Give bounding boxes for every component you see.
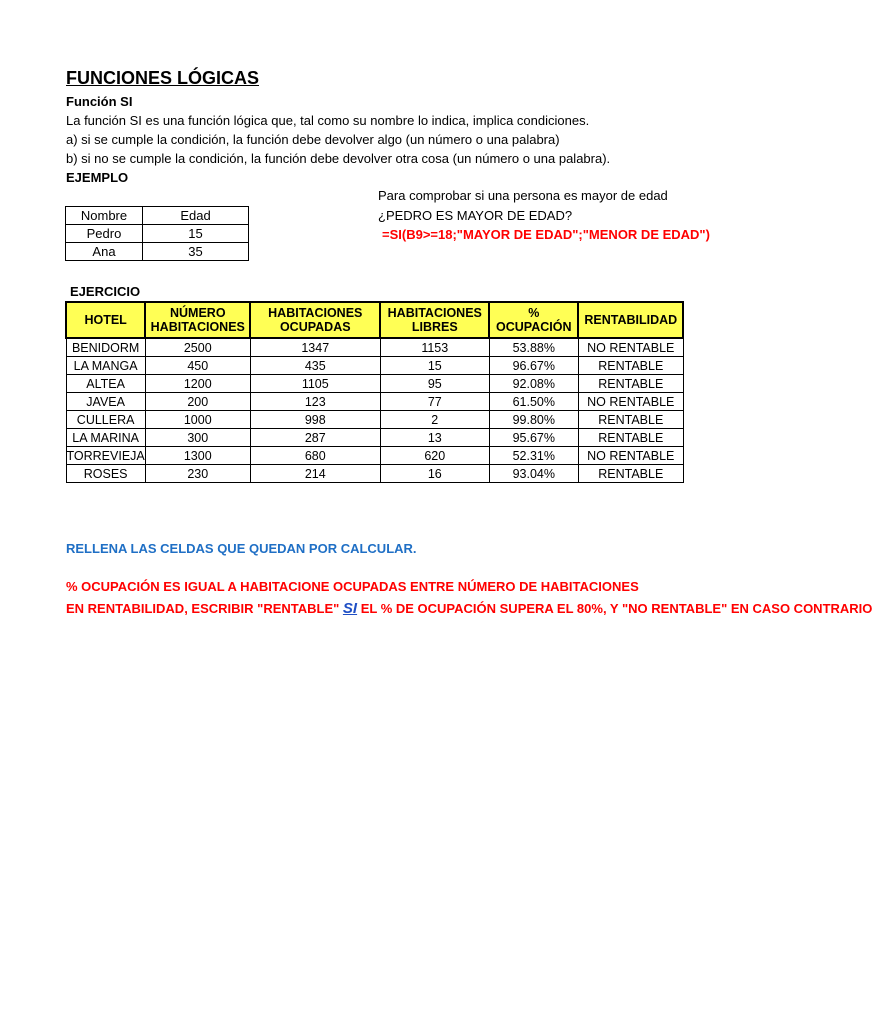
table-cell[interactable]: 35 xyxy=(143,243,249,261)
rentabilidad-cell[interactable]: NO RENTABLE xyxy=(578,393,683,411)
libres-cell[interactable]: 2 xyxy=(380,411,489,429)
si-link[interactable]: SI xyxy=(342,600,358,617)
rent-post-text: EL % DE OCUPACIÓN SUPERA EL 80%, Y "NO RENTABLE" EN CASO CONTRARIO xyxy=(357,601,872,616)
hotel-cell[interactable]: LA MANGA xyxy=(66,357,145,375)
column-header-ocupacion[interactable]: % OCUPACIÓN xyxy=(489,302,578,338)
rentabilidad-cell[interactable]: RENTABLE xyxy=(578,465,683,483)
point-b-text: b) si no se cumple la condición, la función debe devolver otra cosa (un número o una palabra). xyxy=(66,151,611,166)
numero-cell[interactable]: 200 xyxy=(145,393,250,411)
table-row xyxy=(66,243,249,261)
numero-cell[interactable]: 1000 xyxy=(145,411,250,429)
column-header-numero[interactable]: NÚMERO HABITACIONES xyxy=(145,302,250,338)
ocupacion-cell[interactable]: 52.31% xyxy=(489,447,578,465)
table-row xyxy=(66,429,683,447)
ocupacion-cell[interactable]: 53.88% xyxy=(489,338,578,357)
table-row xyxy=(66,411,683,429)
rentabilidad-instruction xyxy=(66,600,872,617)
ocupadas-cell[interactable]: 123 xyxy=(250,393,380,411)
formula-text: =SI(B9>=18;"MAYOR DE EDAD";"MENOR DE EDAD") xyxy=(382,227,710,242)
table-row xyxy=(66,447,683,465)
hotel-cell[interactable]: BENIDORM xyxy=(66,338,145,357)
ocupadas-cell[interactable]: 214 xyxy=(250,465,380,483)
ocupacion-cell[interactable]: 61.50% xyxy=(489,393,578,411)
ocupadas-cell[interactable]: 680 xyxy=(250,447,380,465)
ocupacion-cell[interactable]: 93.04% xyxy=(489,465,578,483)
numero-cell[interactable]: 1200 xyxy=(145,375,250,393)
table-header-row xyxy=(66,302,683,338)
table-cell[interactable]: 15 xyxy=(143,225,249,243)
libres-cell[interactable]: 95 xyxy=(380,375,489,393)
rentabilidad-cell[interactable]: RENTABLE xyxy=(578,411,683,429)
table-cell[interactable]: Ana xyxy=(66,243,143,261)
ocupacion-cell[interactable]: 99.80% xyxy=(489,411,578,429)
table-row xyxy=(66,393,683,411)
libres-cell[interactable]: 620 xyxy=(380,447,489,465)
page-title: FUNCIONES LÓGICAS xyxy=(66,68,260,88)
hotel-cell[interactable]: ROSES xyxy=(66,465,145,483)
hotel-cell[interactable]: CULLERA xyxy=(66,411,145,429)
column-header-libres[interactable]: HABITACIONES LIBRES xyxy=(380,302,489,338)
question-text: ¿PEDRO ES MAYOR DE EDAD? xyxy=(378,208,573,223)
ocupadas-cell[interactable]: 287 xyxy=(250,429,380,447)
hotel-cell[interactable]: ALTEA xyxy=(66,375,145,393)
table-row xyxy=(66,207,249,225)
numero-cell[interactable]: 1300 xyxy=(145,447,250,465)
rentabilidad-cell[interactable]: RENTABLE xyxy=(578,429,683,447)
hotel-cell[interactable]: TORREVIEJA xyxy=(66,448,145,463)
table-row xyxy=(66,338,683,357)
table-cell[interactable]: Edad xyxy=(143,207,249,225)
check-text: Para comprobar si una persona es mayor de edad xyxy=(378,188,668,203)
exercise-table xyxy=(65,301,684,483)
table-row xyxy=(66,375,683,393)
column-header-ocupadas[interactable]: HABITACIONES OCUPADAS xyxy=(250,302,380,338)
ocupadas-cell[interactable]: 1347 xyxy=(250,338,380,357)
numero-cell[interactable]: 450 xyxy=(145,357,250,375)
libres-cell[interactable]: 77 xyxy=(380,393,489,411)
ocupadas-cell[interactable]: 435 xyxy=(250,357,380,375)
intro-text: La función SI es una función lógica que, tal como su nombre lo indica, implica condiciones. xyxy=(66,113,590,128)
table-row xyxy=(66,225,249,243)
column-header-hotel[interactable]: HOTEL xyxy=(66,302,145,338)
ocupacion-cell[interactable]: 95.67% xyxy=(489,429,578,447)
table-row xyxy=(66,357,683,375)
rent-pre-text: EN RENTABILIDAD, ESCRIBIR "RENTABLE" xyxy=(66,601,343,616)
table-cell[interactable]: Pedro xyxy=(66,225,143,243)
libres-cell[interactable]: 16 xyxy=(380,465,489,483)
rentabilidad-cell[interactable]: NO RENTABLE xyxy=(578,338,683,357)
column-header-rentabilidad[interactable]: RENTABILIDAD xyxy=(578,302,683,338)
libres-cell[interactable]: 13 xyxy=(380,429,489,447)
table-row xyxy=(66,465,683,483)
rentabilidad-cell[interactable]: RENTABLE xyxy=(578,357,683,375)
table-cell[interactable]: Nombre xyxy=(66,207,143,225)
example-table xyxy=(65,206,249,261)
numero-cell[interactable]: 300 xyxy=(145,429,250,447)
example-label: EJEMPLO xyxy=(66,170,129,185)
ocupacion-instruction: % OCUPACIÓN ES IGUAL A HABITACIONE OCUPADAS ENTRE NÚMERO DE HABITACIONES xyxy=(66,579,639,594)
rentabilidad-cell[interactable]: RENTABLE xyxy=(578,375,683,393)
hotel-cell[interactable]: LA MARINA xyxy=(66,429,145,447)
rentabilidad-cell[interactable]: NO RENTABLE xyxy=(578,447,683,465)
libres-cell[interactable]: 1153 xyxy=(380,338,489,357)
exercise-label: EJERCICIO xyxy=(70,284,141,299)
hotel-cell[interactable]: JAVEA xyxy=(66,393,145,411)
numero-cell[interactable]: 2500 xyxy=(145,338,250,357)
ocupadas-cell[interactable]: 998 xyxy=(250,411,380,429)
exercise-table-body xyxy=(66,338,683,483)
point-a-text: a) si se cumple la condición, la función debe devolver algo (un número o una palabra) xyxy=(66,132,560,147)
ocupacion-cell[interactable]: 96.67% xyxy=(489,357,578,375)
ocupadas-cell[interactable]: 1105 xyxy=(250,375,380,393)
libres-cell[interactable]: 15 xyxy=(380,357,489,375)
fill-instruction: RELLENA LAS CELDAS QUE QUEDAN POR CALCULAR. xyxy=(66,541,417,556)
ocupacion-cell[interactable]: 92.08% xyxy=(489,375,578,393)
function-subtitle: Función SI xyxy=(66,94,133,109)
numero-cell[interactable]: 230 xyxy=(145,465,250,483)
